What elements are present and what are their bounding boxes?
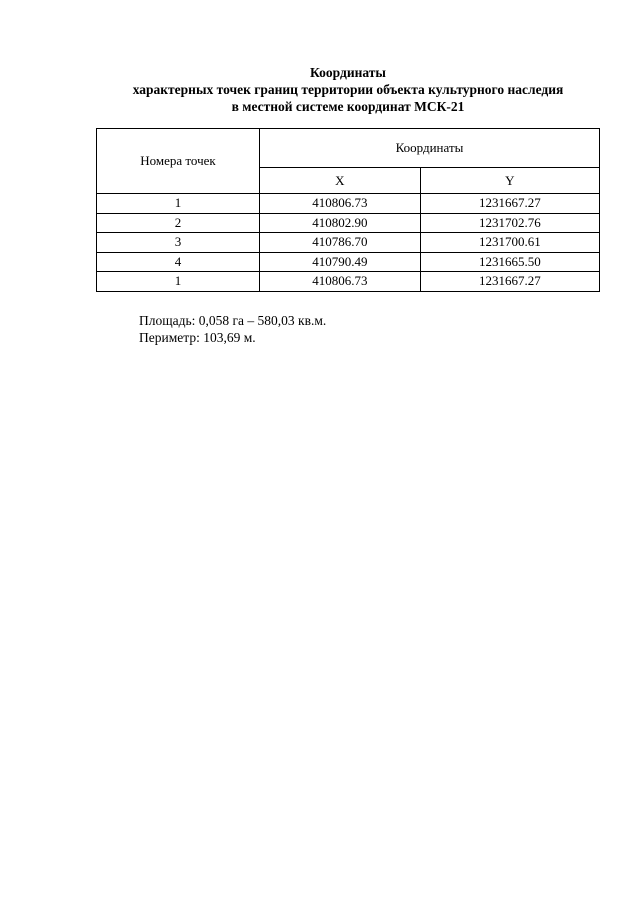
area-summary — [139, 312, 326, 346]
area-text: Площадь: 0,058 га – 580,03 кв.м. — [139, 313, 327, 328]
heading-coordinate-system: в местной системе координат МСК-21 — [231, 99, 465, 114]
cell-x: 410806.73 — [260, 272, 421, 292]
cell-point-number: 3 — [97, 233, 260, 253]
cell-y: 1231667.27 — [420, 194, 599, 214]
cell-y: 1231665.50 — [420, 252, 599, 272]
cell-point-number: 2 — [97, 213, 260, 233]
heading-title: Координаты — [310, 65, 386, 80]
table-row — [97, 233, 600, 253]
document-heading — [96, 64, 600, 115]
cell-point-number: 1 — [97, 194, 260, 214]
column-header-x: X — [260, 168, 421, 194]
table-row — [97, 272, 600, 292]
cell-y: 1231700.61 — [420, 233, 599, 253]
column-header-points: Номера точек — [97, 129, 260, 194]
column-header-coordinates: Координаты — [260, 129, 600, 168]
table-row — [97, 213, 600, 233]
table-header-row — [97, 129, 600, 168]
cell-x: 410786.70 — [260, 233, 421, 253]
cell-x: 410802.90 — [260, 213, 421, 233]
table-row — [97, 252, 600, 272]
cell-x: 410806.73 — [260, 194, 421, 214]
cell-point-number: 4 — [97, 252, 260, 272]
cell-y: 1231702.76 — [420, 213, 599, 233]
perimeter-text: Периметр: 103,69 м. — [139, 330, 256, 345]
cell-point-number: 1 — [97, 272, 260, 292]
coordinates-table — [96, 128, 600, 292]
cell-y: 1231667.27 — [420, 272, 599, 292]
cell-x: 410790.49 — [260, 252, 421, 272]
heading-subtitle: характерных точек границ территории объекта культурного наследия — [132, 82, 564, 97]
table-row — [97, 194, 600, 214]
column-header-y: Y — [420, 168, 599, 194]
